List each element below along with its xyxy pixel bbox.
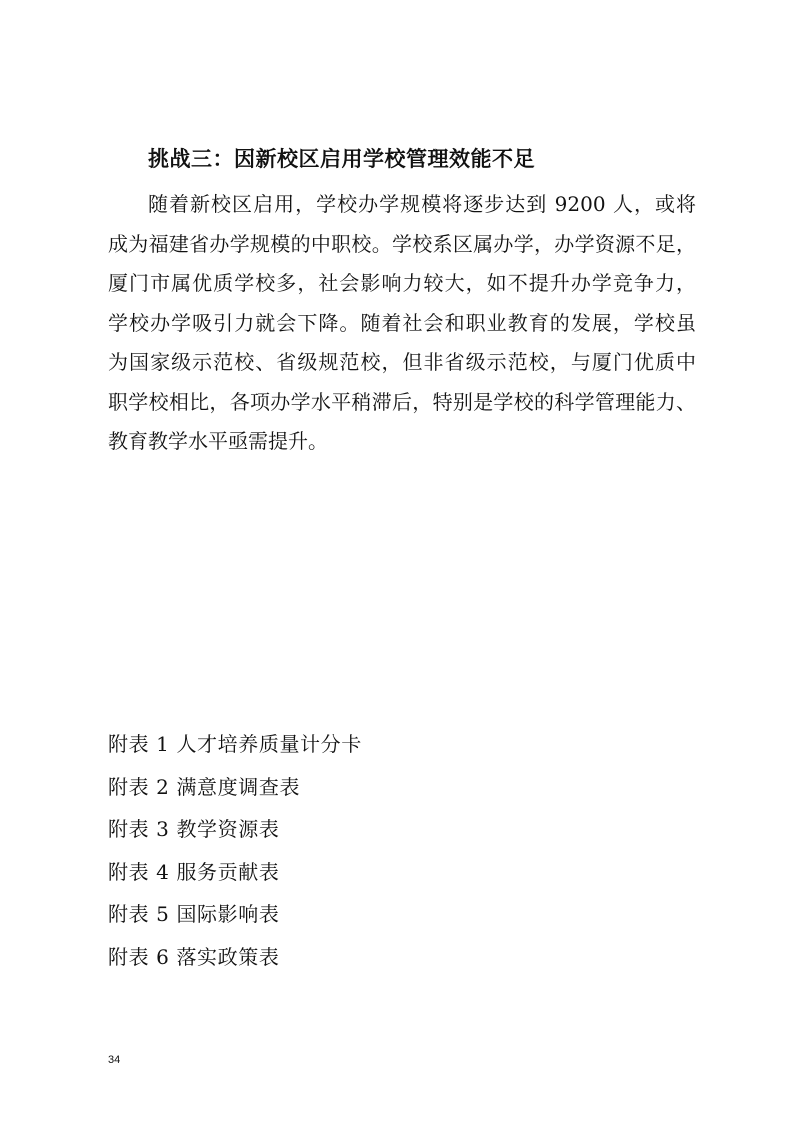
body-line: 厦门市属优质学校多，社会影响力较大，如不提升办学竞争力，: [108, 271, 696, 295]
appendix-item: 附表 6 落实政策表: [108, 944, 280, 969]
appendix-item: 附表 1 人才培养质量计分卡: [108, 732, 362, 756]
section-heading: 挑战三：因新校区启用学校管理效能不足: [148, 147, 535, 171]
body-line: 成为福建省办学规模的中职校。学校系区属办学，办学资源不足，: [108, 231, 696, 256]
body-line: 学校办学吸引力就会下降。随着社会和职业教育的发展，学校虽: [108, 310, 696, 335]
body-line: 职学校相比，各项办学水平稍滞后，特别是学校的科学管理能力、: [108, 389, 696, 414]
appendix-item: 附表 5 国际影响表: [108, 902, 280, 926]
page-number: 34: [108, 1054, 121, 1066]
body-line: 随着新校区启用，学校办学规模将逐步达到 9200 人，或将: [148, 192, 696, 216]
body-line: 为国家级示范校、省级规范校，但非省级示范校，与厦门优质中: [108, 350, 696, 374]
appendix-list: [108, 723, 362, 978]
section-body: [108, 185, 696, 462]
body-line: 教育教学水平亟需提升。: [108, 429, 328, 453]
appendix-item: 附表 3 教学资源表: [108, 817, 280, 841]
appendix-item: 附表 4 服务贡献表: [108, 859, 280, 884]
appendix-item: 附表 2 满意度调查表: [108, 774, 301, 799]
